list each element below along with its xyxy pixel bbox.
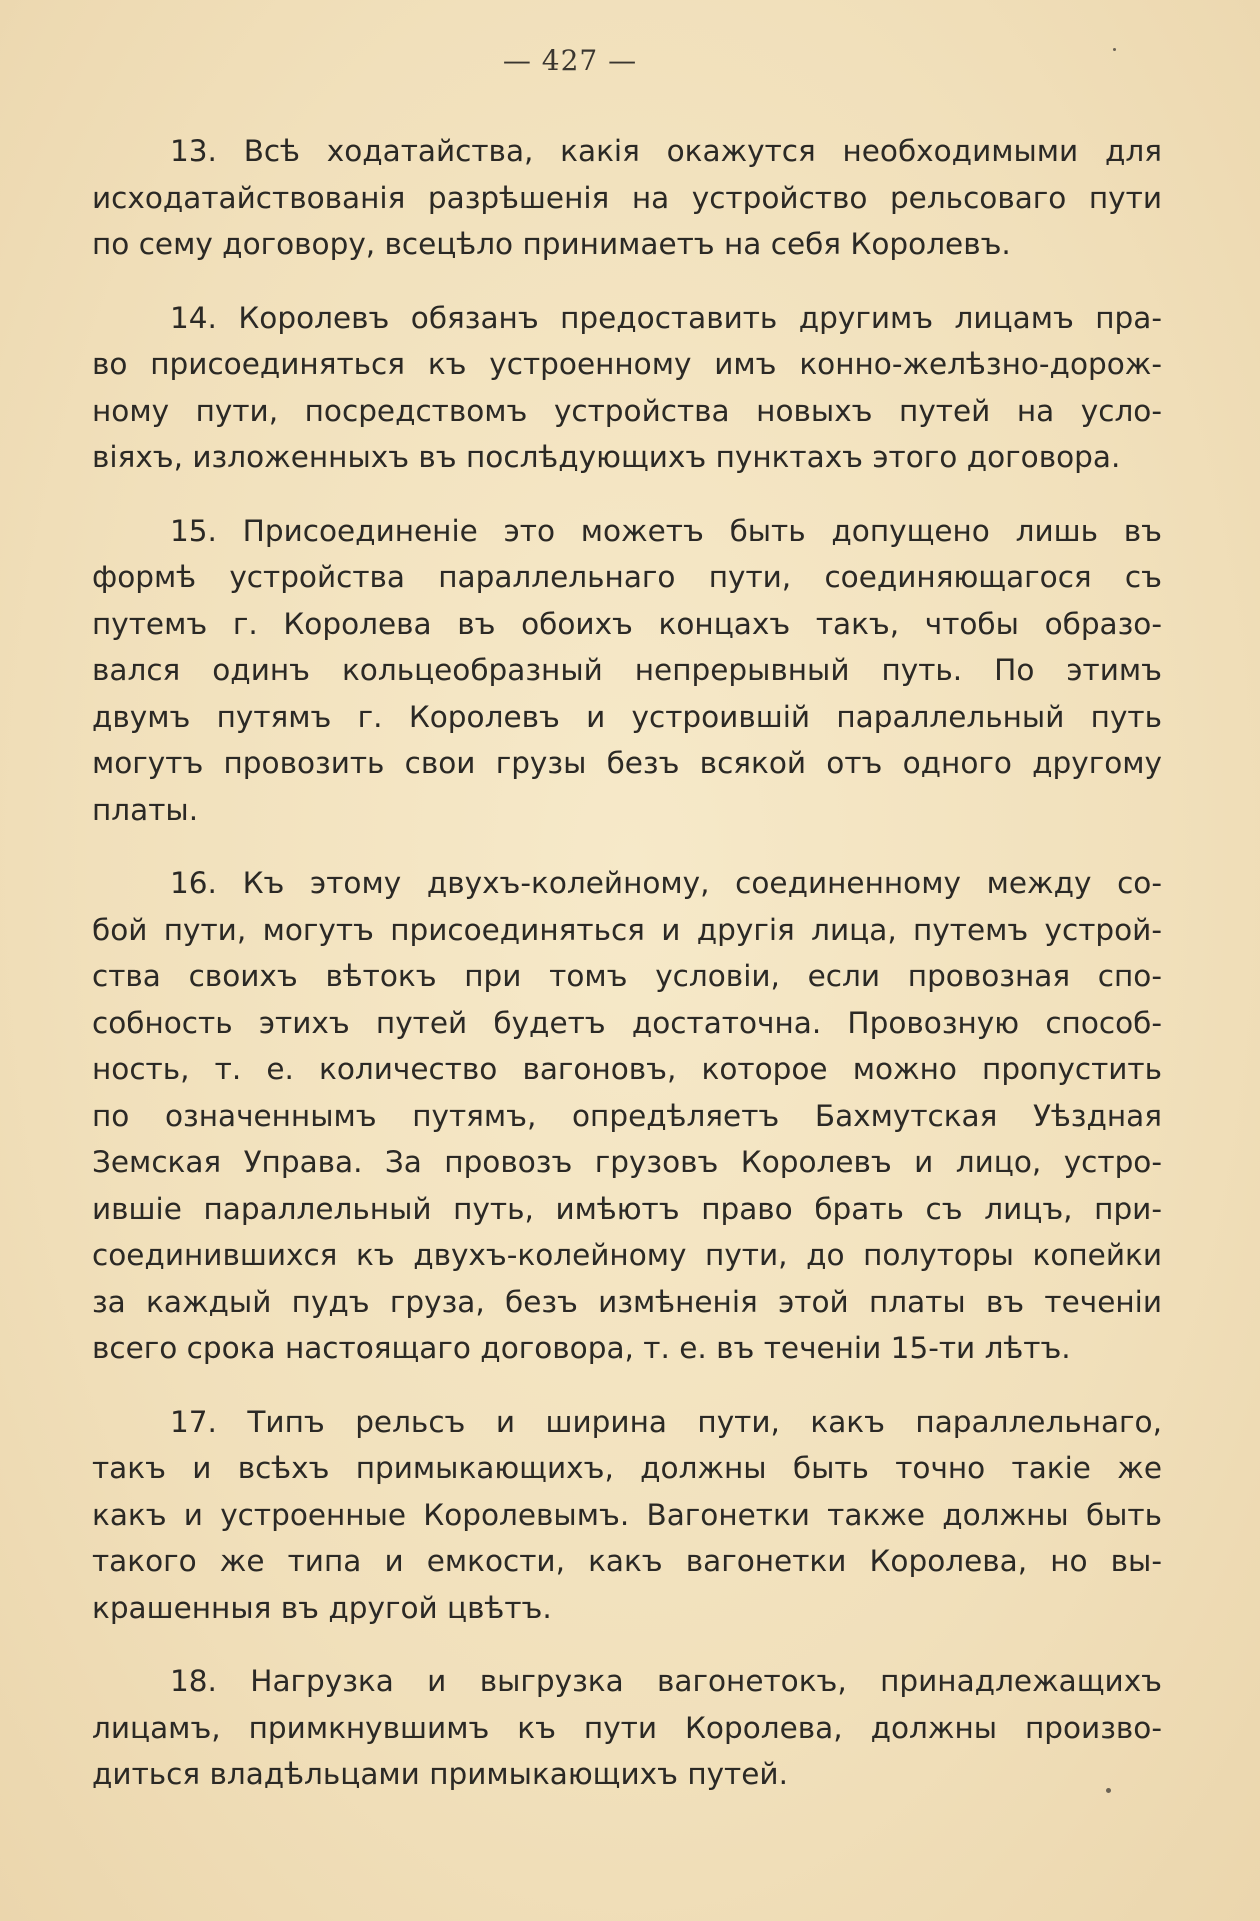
text-line: 16. Къ этому двухъ-колейному, соединенному между со-: [170, 866, 1162, 900]
text-line: путемъ г. Королева въ обоихъ концахъ такъ, чтобы образо-: [92, 606, 1162, 641]
text-line: віяхъ, изложенныхъ въ послѣдующихъ пунктахъ этого договора.: [92, 440, 1121, 474]
text-line: всего срока настоящаго договора, т. е. въ теченіи 15-ти лѣтъ.: [92, 1331, 1071, 1365]
text-line: могутъ провозить свои грузы безъ всякой отъ одного другому: [92, 746, 1162, 780]
page-number: — 427 —: [502, 44, 638, 77]
text-line: во присоединяться къ устроенному имъ конно-желѣзно-дорож-: [92, 347, 1162, 381]
text-line: платы.: [92, 792, 199, 827]
text-line: 15. Присоединеніе это можетъ быть допущено лишь въ: [170, 513, 1162, 548]
text-line: 18. Нагрузка и выгрузка вагонетокъ, принадлежащихъ: [170, 1664, 1162, 1698]
paragraph-18: [92, 1658, 1162, 1798]
text-line: лицамъ, примкнувшимъ къ пути Королева, должны произво-: [92, 1710, 1162, 1745]
text-line: собность этихъ путей будетъ достаточна. Провозную способ-: [92, 1005, 1162, 1040]
paragraph-15: [92, 508, 1162, 834]
text-body: [92, 128, 1162, 1825]
text-line: ность, т. е. количество вагоновъ, которое можно пропустить: [92, 1052, 1162, 1086]
text-line: 17. Типъ рельсъ и ширина пути, какъ параллельнаго,: [170, 1404, 1162, 1439]
text-line: 14. Королевъ обязанъ предоставить другимъ лицамъ пра-: [170, 300, 1162, 335]
text-line: какъ и устроенные Королевымъ. Вагонетки также должны быть: [92, 1497, 1162, 1532]
text-line: за каждый пудъ груза, безъ измѣненія этой платы въ теченіи: [92, 1284, 1162, 1319]
text-line: ства своихъ вѣтокъ при томъ условіи, если провозная спо-: [92, 959, 1162, 993]
text-line: ному пути, посредствомъ устройства новыхъ путей на усло-: [92, 393, 1162, 428]
paragraph-14: [92, 295, 1162, 481]
text-line: по означеннымъ путямъ, опредѣляетъ Бахмутская Уѣздная: [92, 1098, 1162, 1133]
text-line: диться владѣльцами примыкающихъ путей.: [92, 1757, 788, 1791]
text-line: Земская Управа. За провозъ грузовъ Королевъ и лицо, устро-: [92, 1145, 1162, 1179]
text-line: формѣ устройства параллельнаго пути, соединяющагося съ: [92, 560, 1162, 594]
text-line: ившіе параллельный путь, имѣютъ право брать съ лицъ, при-: [92, 1191, 1162, 1226]
ink-speck: [1113, 48, 1116, 51]
text-line: бой пути, могутъ присоединяться и другія лица, путемъ устрой-: [92, 912, 1162, 947]
text-line: исходатайствованія разрѣшенія на устройство рельсоваго пути: [92, 180, 1162, 215]
text-line: такъ и всѣхъ примыкающихъ, должны быть точно такіе же: [92, 1451, 1162, 1485]
ink-speck: [1106, 1788, 1111, 1793]
text-line: такого же типа и емкости, какъ вагонетки Королева, но вы-: [92, 1544, 1162, 1578]
text-line: по сему договору, всецѣло принимаетъ на себя Королевъ.: [92, 227, 1011, 261]
text-line: соединившихся къ двухъ-колейному пути, до полуторы копейки: [92, 1238, 1162, 1272]
text-line: 13. Всѣ ходатайства, какія окажутся необходимыми для: [170, 134, 1162, 168]
paragraph-16: [92, 860, 1162, 1372]
paragraph-13: [92, 128, 1162, 268]
text-line: вался одинъ кольцеобразный непрерывный путь. По этимъ: [92, 653, 1162, 687]
paragraph-17: [92, 1399, 1162, 1632]
text-line: крашенныя въ другой цвѣтъ.: [92, 1590, 552, 1625]
text-line: двумъ путямъ г. Королевъ и устроившій параллельный путь: [92, 699, 1162, 734]
